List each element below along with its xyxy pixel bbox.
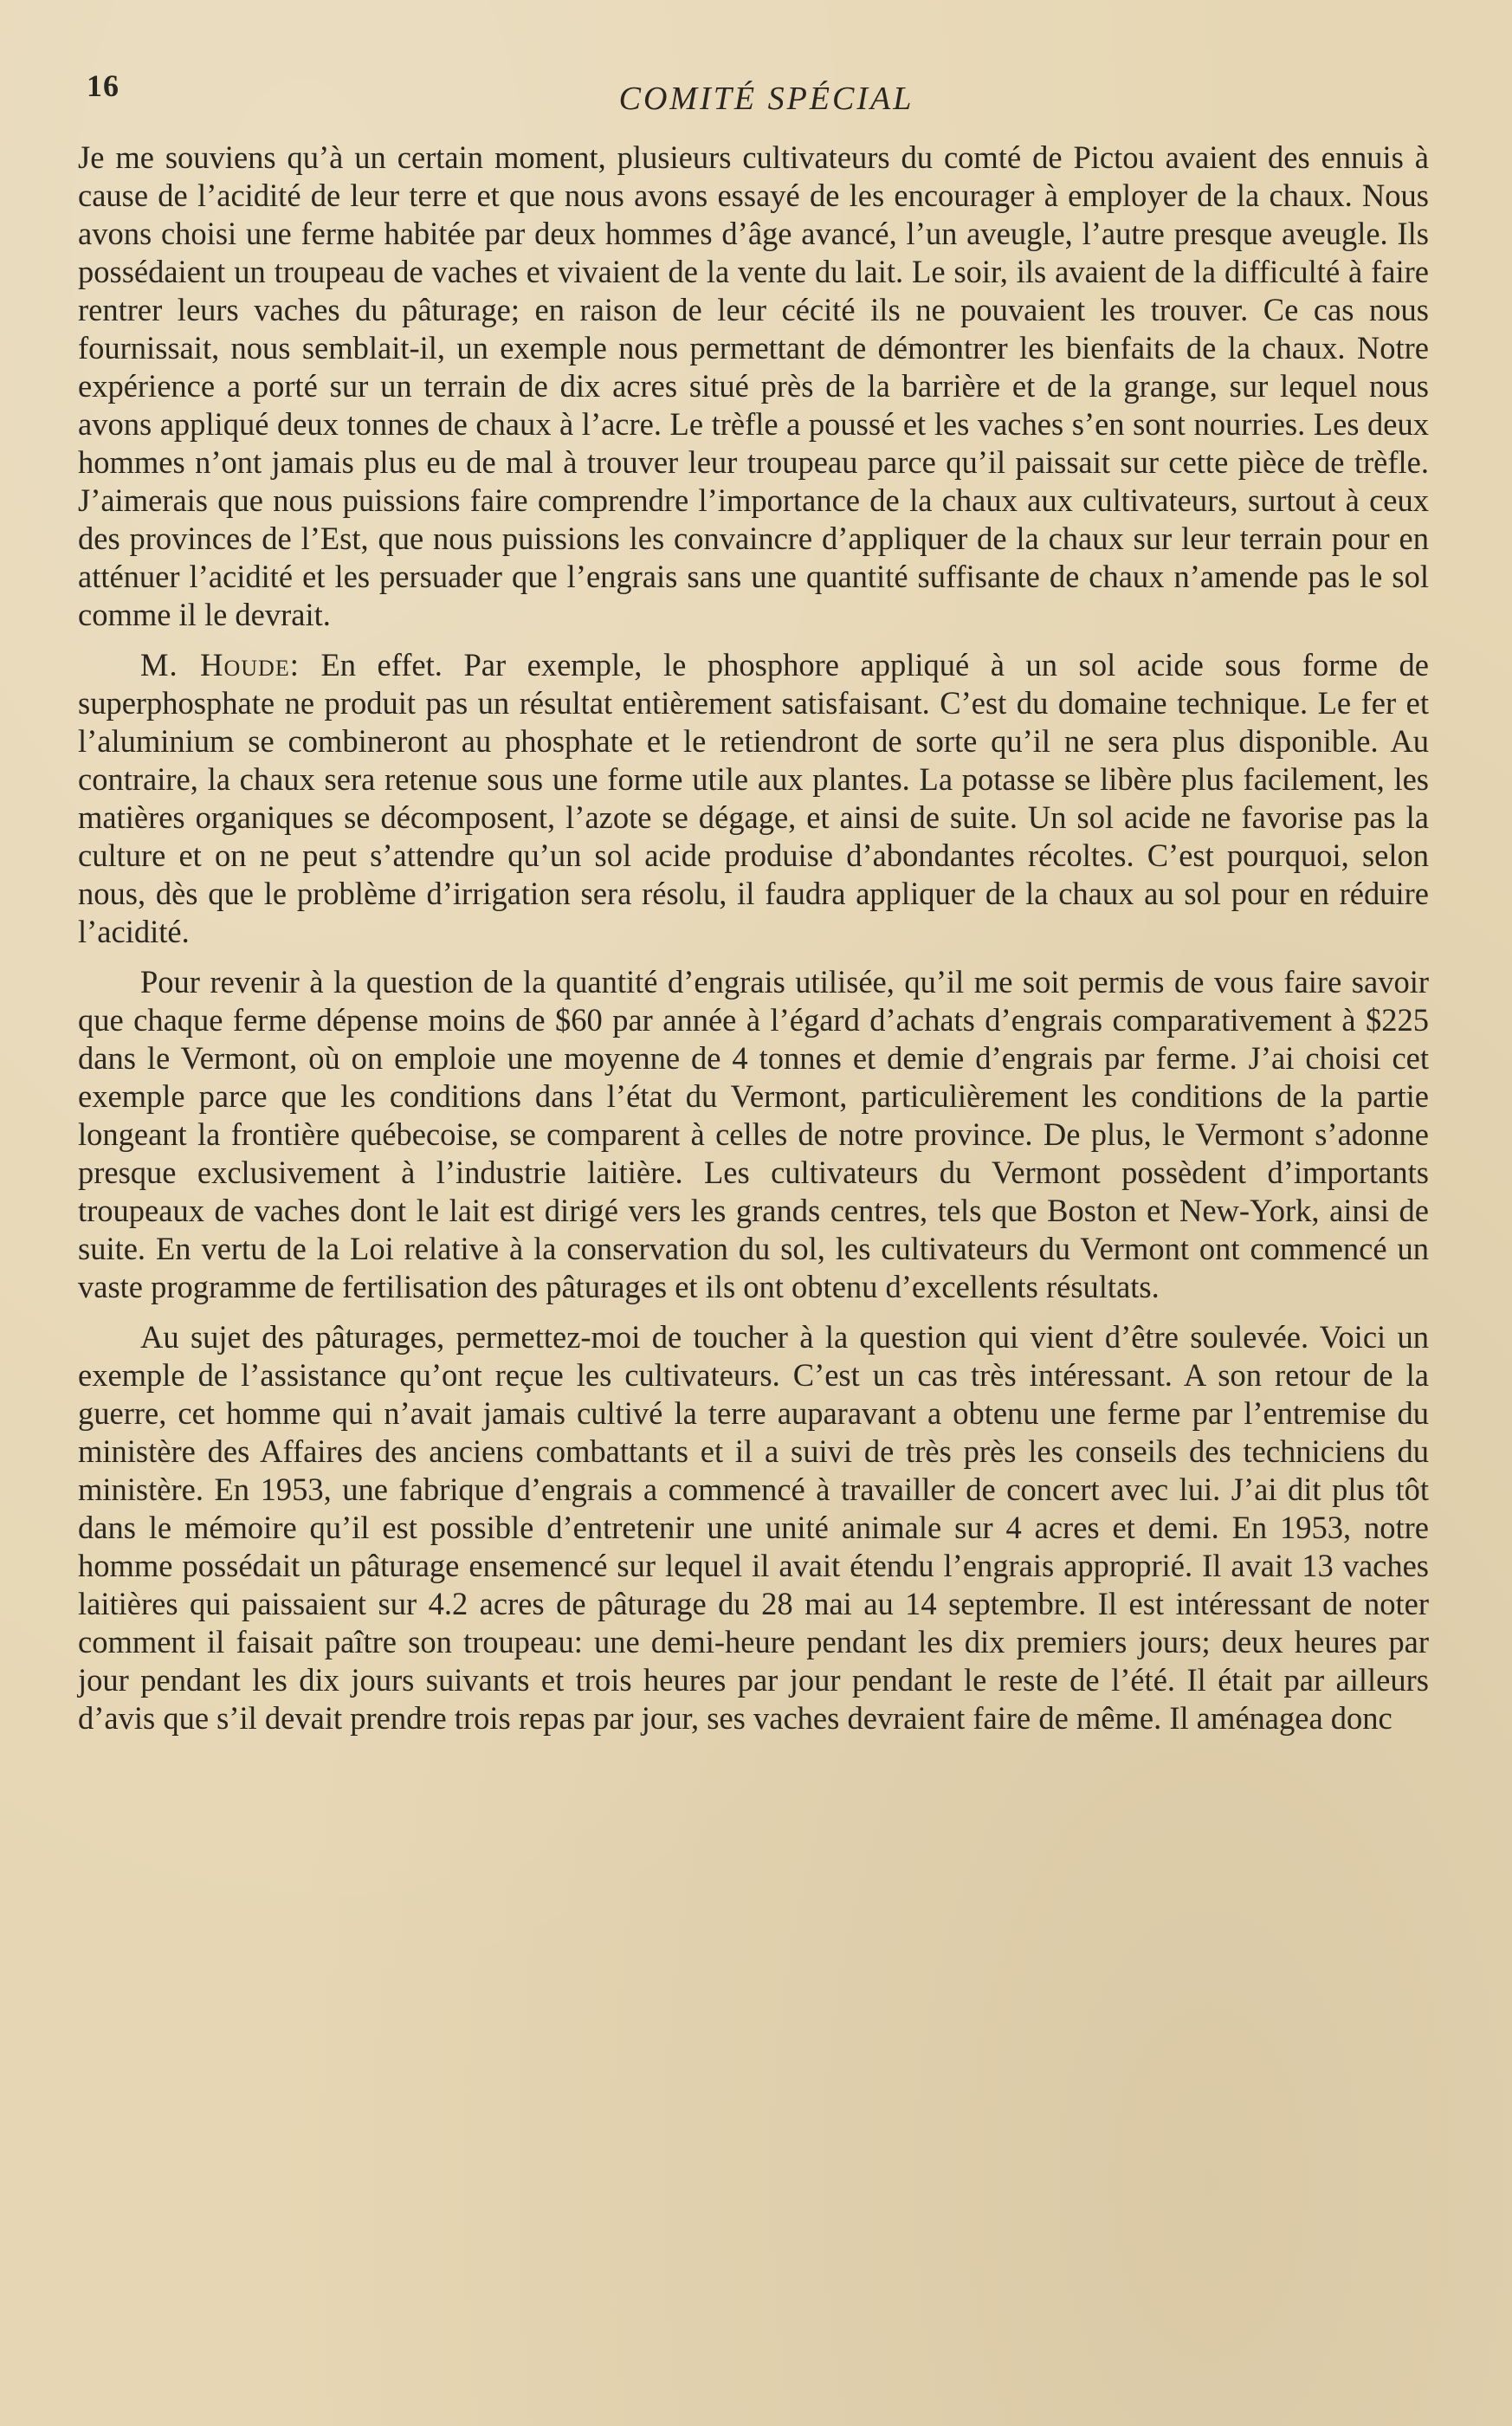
running-title: COMITÉ SPÉCIAL <box>618 81 914 117</box>
paragraph-4: Au sujet des pâturages, permettez-moi de toucher à la question qui vient d’être soulevée. Voici un exemple de l’assistance qu’ont reçue les cultivateurs. C’est un cas très intéressant. A son retour de la guerre, cet homme qui n’avait jamais cultivé la terre auparavant a obtenu une ferme par l’entremise du ministère des Affaires des anciens combattants et il a suivi de très près les conseils des techniciens du ministère. En 1953, une fabrique d’engrais a commencé à travailler de concert avec lui. J’ai dit plus tôt dans le mémoire qu’il est possible d’entretenir une unité animale sur 4 acres et demi. En 1953, notre homme possédait un pâturage ensemencé sur lequel il avait étendu l’engrais approprié. Il avait 13 vaches laitières qui paissaient sur 4.2 acres de pâturage du 28 mai au 14 septembre. Il est intéressant de noter comment il faisait paître son troupeau: une demi-heure pendant les dix premiers jours; deux heures par jour pendant les dix jours suivants et trois heures par jour pendant le reste de l’été. Il était par ailleurs d’avis que s’il devait prendre trois repas par jour, ses vaches devraient faire de même. Il aménagea donc <box>78 1319 1429 1736</box>
paragraph-3: Pour revenir à la question de la quantité d’engrais utilisée, qu’il me soit permis de vous faire savoir que chaque ferme dépense moins de $60 par année à l’égard d’achats d’engrais comparativement à $225 dans le Vermont, où on emploie une moyenne de 4 tonnes et demie d’engrais par ferme. J’ai choisi cet exemple parce que les conditions dans l’état du Vermont, particulièrement les conditions de la partie longeant la frontière québecoise, se comparent à celles de notre province. De plus, le Vermont s’adonne presque exclusivement à l’industrie laitière. Les cultivateurs du Vermont possèdent d’importants troupeaux de vaches dont le lait est dirigé vers les grands centres, tels que Boston et New-York, ainsi de suite. En vertu de la Loi relative à la conservation du sol, les cultivateurs du Vermont ont commencé un vaste programme de fertilisation des pâturages et ils ont obtenu d’excellents résultats. <box>78 964 1429 1304</box>
body-text <box>78 139 1429 1750</box>
paragraph-1: Je me souviens qu’à un certain moment, plusieurs cultivateurs du comté de Pictou avaient des ennuis à cause de l’acidité de leur terre et que nous avons essayé de les encourager à employer de la chaux. Nous avons choisi une ferme habitée par deux hommes d’âge avancé, l’un aveugle, l’autre presque aveugle. Ils possédaient un troupeau de vaches et vivaient de la vente du lait. Le soir, ils avaient de la difficulté à faire rentrer leurs vaches du pâturage; en raison de leur cécité ils ne pouvaient les trouver. Ce cas nous fournissait, nous semblait-il, un exemple nous permettant de démontrer les bienfaits de la chaux. Notre expérience a porté sur un terrain de dix acres situé près de la barrière et de la grange, sur lequel nous avons appliqué deux tonnes de chaux à l’acre. Le trèfle a poussé et les vaches s’en sont nourries. Les deux hommes n’ont jamais plus eu de mal à trouver leur troupeau parce qu’il paissait sur cette pièce de trèfle. J’aimerais que nous puissions faire comprendre l’importance de la chaux aux cultivateurs, surtout à ceux des provinces de l’Est, que nous puissions les convaincre d’appliquer de la chaux sur leur terrain pour en atténuer l’acidité et les persuader que l’engrais sans une quantité suffisante de chaux n’amende pas le sol comme il le devrait. <box>78 139 1429 632</box>
speaker-name: M. Houde: <box>140 647 300 683</box>
paragraph-2 <box>78 646 1429 951</box>
paragraph-2-text: En effet. Par exemple, le phosphore appliqué à un sol acide sous forme de superphosphate ne produit pas un résultat entièrement satisfaisant. C’est du domaine technique. Le fer et l’aluminium se combineront au phosphate et le retiendront de sorte qu’il ne sera plus disponible. Au contraire, la chaux sera retenue sous une forme utile aux plantes. La potasse se libère plus facilement, les matières organiques se décomposent, l’azote se dégage, et ainsi de suite. Un sol acide ne favorise pas la culture et on ne peut s’attendre qu’un sol acide produise d’abondantes récoltes. C’est pourquoi, selon nous, dès que le problème d’irrigation sera résolu, il faudra appliquer de la chaux au sol pour en réduire l’acidité. <box>78 647 1429 949</box>
page-header <box>87 61 1446 121</box>
page-number: 16 <box>87 68 120 103</box>
